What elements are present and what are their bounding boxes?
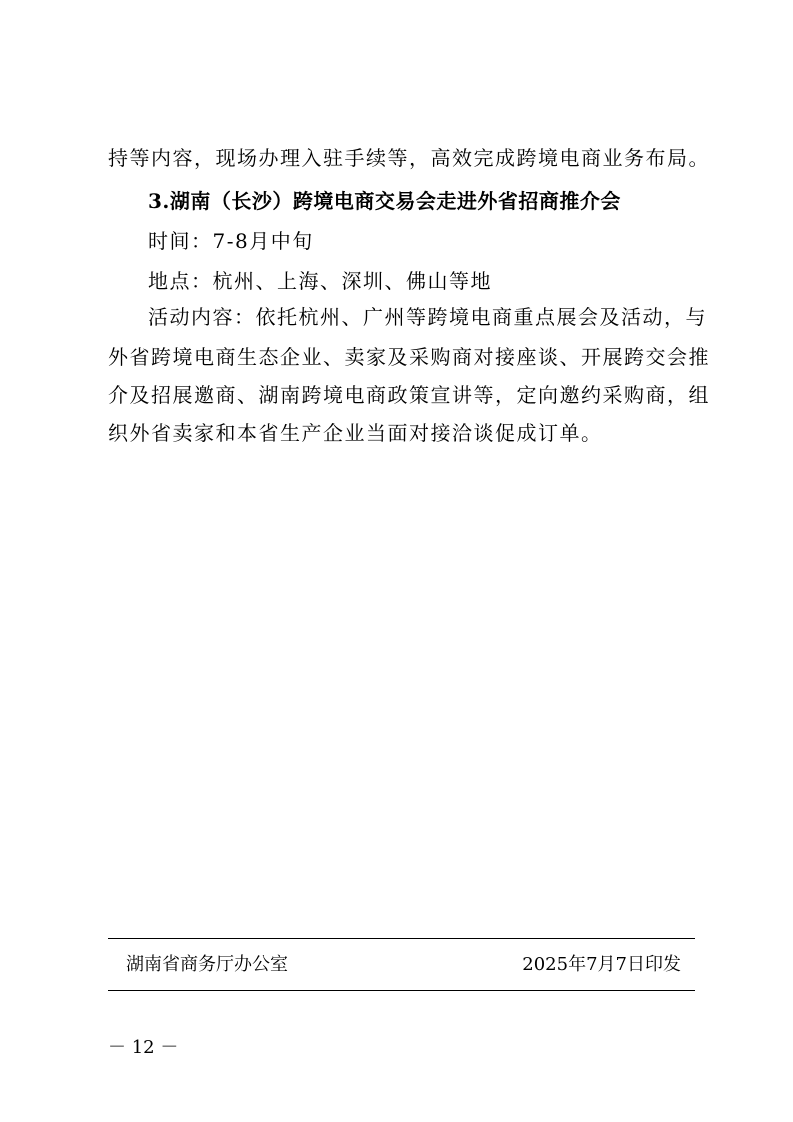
paragraph-continuation: 持等内容，现场办理入驻手续等，高效完成跨境电商业务布局。: [108, 146, 710, 170]
content-line-1: 活动内容：依托杭州、广州等跨境电商重点展会及活动，与: [148, 305, 707, 329]
content-line-3: 介及招展邀商、湖南跨境电商政策宣讲等，定向邀约采购商，组: [108, 383, 710, 407]
time-line: 时间：7-8月中旬: [148, 229, 314, 253]
section-heading: 3.湖南（长沙）跨境电商交易会走进外省招商推介会: [148, 189, 621, 213]
footer-bottom-rule: [108, 990, 695, 991]
footer-issue-date: 2025年7月7日印发: [522, 954, 681, 975]
content-line-4: 织外省卖家和本省生产企业当面对接洽谈促成订单。: [108, 421, 603, 445]
place-line: 地点：杭州、上海、深圳、佛山等地: [148, 269, 492, 293]
footer-top-rule: [108, 938, 695, 939]
content-line-2: 外省跨境电商生态企业、卖家及采购商对接座谈、开展跨交会推: [108, 345, 710, 369]
footer-issuer: 湖南省商务厅办公室: [126, 954, 288, 975]
page-number: － 12 －: [108, 1037, 179, 1058]
